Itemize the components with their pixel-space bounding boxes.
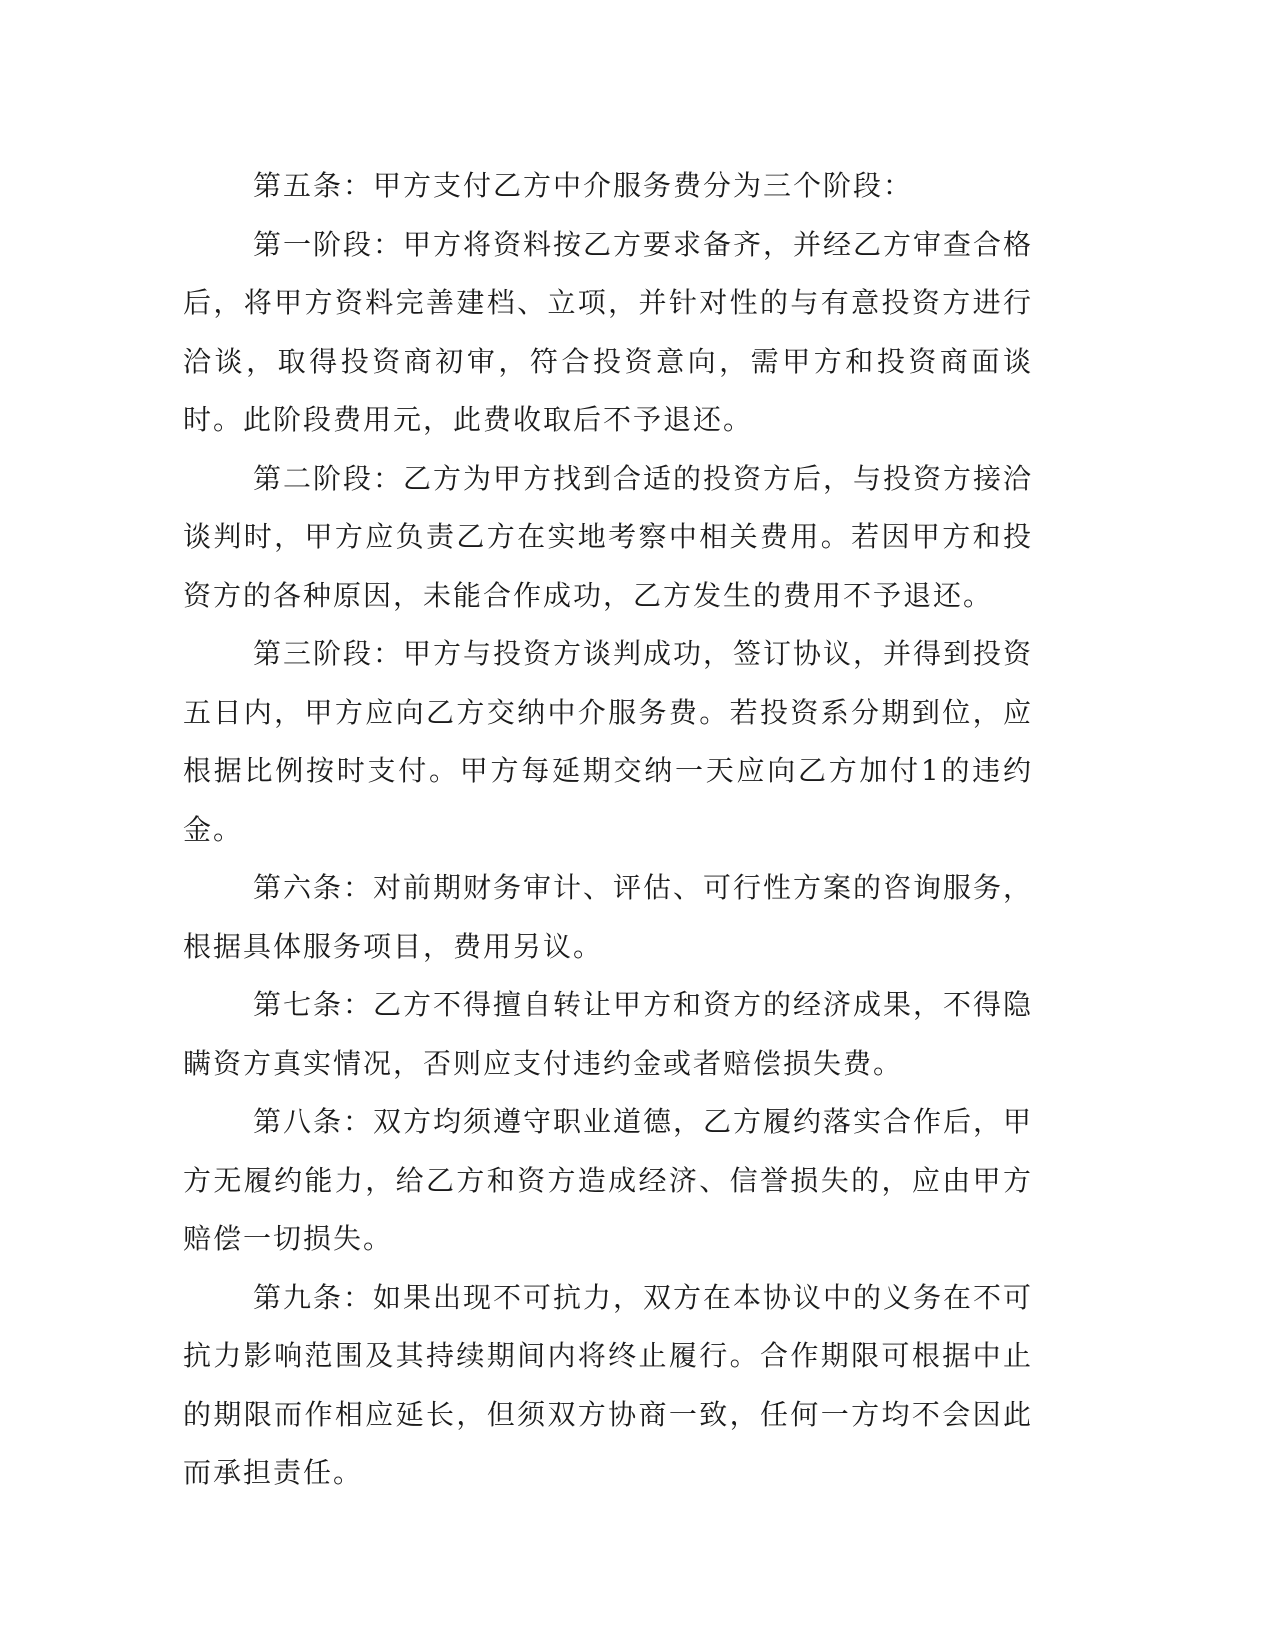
- article-8: 第八条：双方均须遵守职业道德，乙方履约落实合作后，甲方无履约能力，给乙方和资方造成经济、信誉损失的，应由甲方赔偿一切损失。: [183, 1105, 1034, 1255]
- stage-1: 第一阶段：甲方将资料按乙方要求备齐，并经乙方审查合格后，将甲方资料完善建档、立项，并针对性的与有意投资方进行洽谈，取得投资商初审，符合投资意向，需甲方和投资商面谈时。此阶段费用元，此费收取后不予退还。: [183, 227, 1034, 436]
- article-7: 第七条：乙方不得擅自转让甲方和资方的经济成果，不得隐瞒资方真实情况，否则应支付违约金或者赔偿损失费。: [183, 988, 1034, 1080]
- stage-2: 第二阶段：乙方为甲方找到合适的投资方后，与投资方接洽谈判时，甲方应负责乙方在实地考察中相关费用。若因甲方和投资方的各种原因，未能合作成功，乙方发生的费用不予退还。: [183, 461, 1034, 612]
- article-9: 第九条：如果出现不可抗力，双方在本协议中的义务在不可抗力影响范围及其持续期间内将终止履行。合作期限可根据中止的期限而作相应延长，但须双方协商一致，任何一方均不会因此而承担责任。: [183, 1280, 1034, 1489]
- article-6: 第六条：对前期财务审计、评估、可行性方案的咨询服务，根据具体服务项目，费用另议。: [183, 871, 1034, 963]
- stage-3: 第三阶段：甲方与投资方谈判成功，签订协议，并得到投资五日内，甲方应向乙方交纳中介服务费。若投资系分期到位，应根据比例按时支付。甲方每延期交纳一天应向乙方加付1的违约金。: [183, 637, 1034, 846]
- article-5: 第五条：甲方支付乙方中介服务费分为三个阶段：: [253, 169, 914, 202]
- document-body: [183, 157, 1033, 1503]
